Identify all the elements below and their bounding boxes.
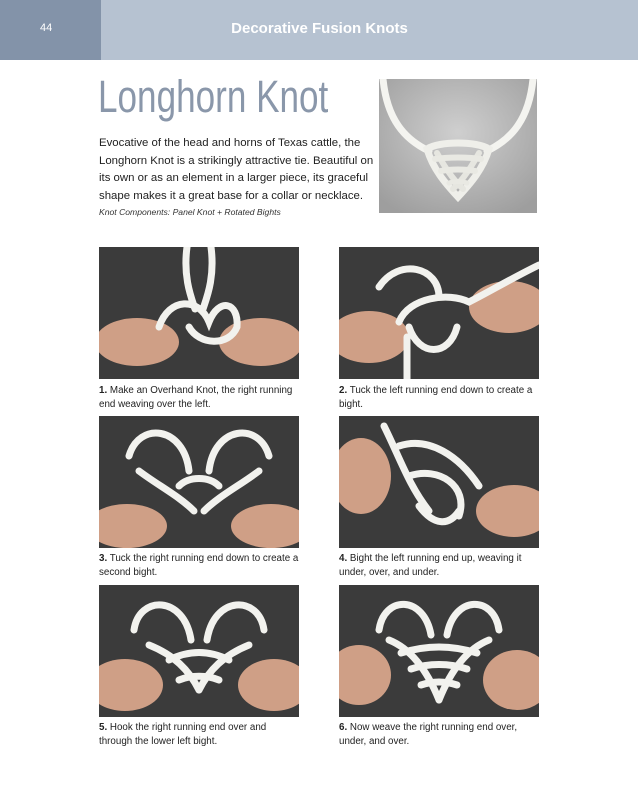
step-1-photo xyxy=(99,247,299,379)
step-1-illustration xyxy=(99,247,299,379)
step-3-illustration xyxy=(99,416,299,548)
chapter-title: Decorative Fusion Knots xyxy=(231,20,408,37)
step-6-number: 6. xyxy=(339,722,348,733)
step-4-number: 4. xyxy=(339,553,348,564)
step-1-number: 1. xyxy=(99,385,108,396)
step-3-caption xyxy=(99,552,299,579)
step-2-number: 2. xyxy=(339,385,348,396)
finished-knot-illustration xyxy=(379,79,537,213)
step-3-text: Tuck the right running end down to create a second bight. xyxy=(99,553,299,578)
step-2-illustration xyxy=(339,247,539,379)
step-6-photo xyxy=(339,585,539,717)
step-2-text: Tuck the left running end down to create a bight. xyxy=(339,385,533,410)
page-number: 44 xyxy=(40,22,53,34)
step-6-caption xyxy=(339,721,539,748)
step-1-caption xyxy=(99,384,299,411)
step-5-text: Hook the right running end over and through the lower left bight. xyxy=(99,722,267,747)
step-4-text: Bight the left running end up, weaving it under, over, and under. xyxy=(339,553,522,578)
knot-components: Knot Components: Panel Knot + Rotated Bights xyxy=(99,207,281,217)
step-4-photo xyxy=(339,416,539,548)
step-5-number: 5. xyxy=(99,722,108,733)
finished-knot-photo xyxy=(379,79,537,213)
step-3-number: 3. xyxy=(99,553,108,564)
step-5-photo xyxy=(99,585,299,717)
intro-paragraph: Evocative of the head and horns of Texas cattle, the Longhorn Knot is a strikingly attractive tie. Beautiful on its own or as an element in a larger piece, its graceful shape makes it a great base for a collar or necklace. xyxy=(99,137,374,202)
step-6-text: Now weave the right running end over, under, and over. xyxy=(339,722,518,747)
page-number-tab xyxy=(0,0,101,60)
step-3-photo xyxy=(99,416,299,548)
step-4-illustration xyxy=(339,416,539,548)
step-1-text: Make an Overhand Knot, the right running end weaving over the left. xyxy=(99,385,293,410)
step-2-photo xyxy=(339,247,539,379)
step-4-caption xyxy=(339,552,539,579)
step-5-illustration xyxy=(99,585,299,717)
page-title: Longhorn Knot xyxy=(98,71,329,122)
step-5-caption xyxy=(99,721,299,748)
step-6-illustration xyxy=(339,585,539,717)
step-2-caption xyxy=(339,384,539,411)
